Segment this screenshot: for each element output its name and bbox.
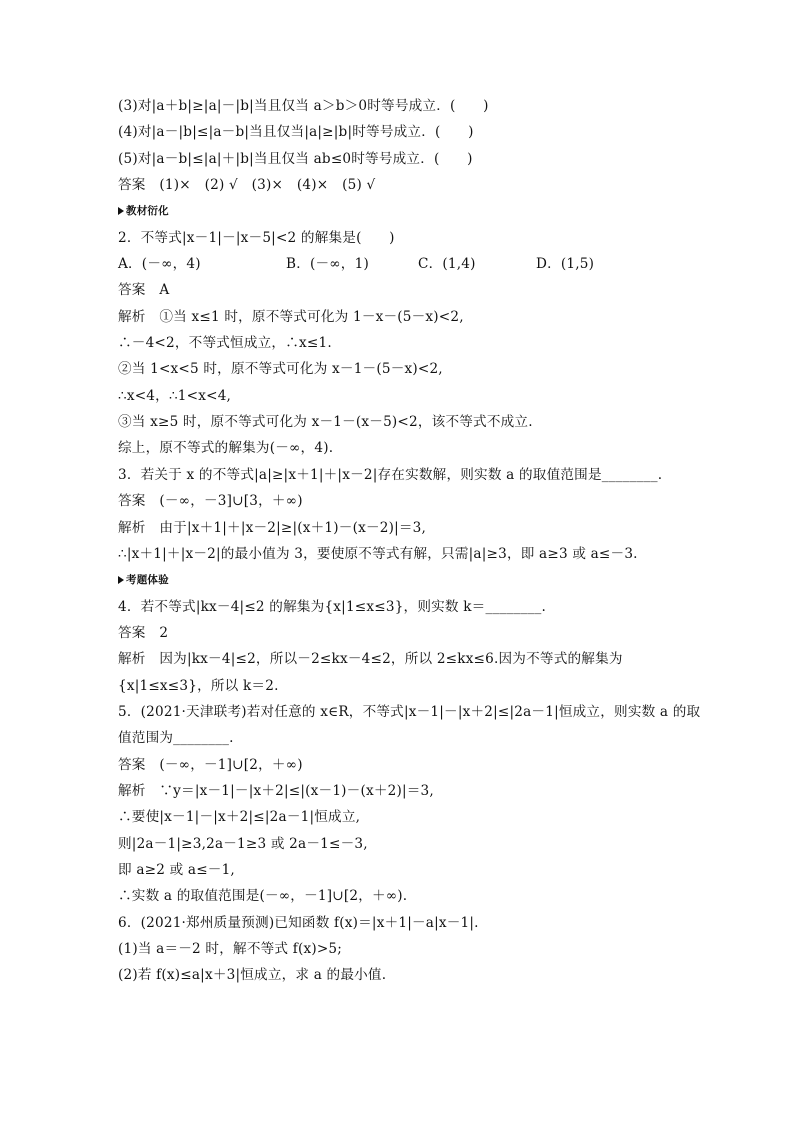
text-line: (1)当 a＝－2 时，解不等式 f(x)>5; — [118, 941, 343, 957]
text-line: 解析 因为|kx－4|≤2，所以－2≤kx－4≤2，所以 2≤kx≤6.因为不等式的解集为 — [118, 651, 623, 668]
section-heading-text: 教材衍化 — [126, 205, 169, 218]
answer-option: C．(1,4) — [418, 256, 476, 273]
answer-options — [118, 251, 678, 277]
text-line: {x|1≤x≤3}，所以 k＝2. — [118, 677, 279, 694]
answer-option: D．(1,5) — [536, 256, 595, 273]
text-line: 综上，原不等式的解集为(－∞，4). — [118, 440, 334, 457]
text-line: (2)若 f(x)≤a|x＋3|恒成立，求 a 的最小值. — [118, 967, 387, 984]
text-line: 答案 (－∞，－1]∪[2，＋∞) — [118, 756, 303, 773]
text-line: ∴要使|x－1|－|x＋2|≤|2a－1|恒成立, — [118, 809, 361, 826]
document-page — [118, 93, 701, 989]
text-line: 解析 由于|x＋1|＋|x－2|≥|(x＋1)－(x－2)|＝3, — [118, 519, 427, 536]
text-line: 答案 2 — [118, 624, 169, 641]
text-line: (5)对|a－b|≤|a|＋|b|当且仅当 ab≤0时等号成立．( ) — [118, 150, 473, 167]
text-line: 4．若不等式|kx－4|≤2 的解集为{x|1≤x≤3}，则实数 k＝________. — [118, 598, 546, 615]
text-line: 答案 (－∞，－3]∪[3，＋∞) — [118, 493, 303, 510]
text-line: ③当 x≥5 时，原不等式可化为 x－1－(x－5)<2，该不等式不成立. — [118, 414, 533, 431]
section-heading — [118, 567, 678, 593]
answer-option: B．(－∞，1) — [286, 256, 369, 273]
text-line: ∴x<4，∴1<x<4, — [118, 387, 232, 404]
answer-option: A．(－∞，4) — [118, 256, 201, 273]
text-line: ②当 1<x<5 时，原不等式可化为 x－1－(5－x)<2, — [118, 361, 443, 378]
text-line: 6．(2021·郑州质量预测)已知函数 f(x)＝|x＋1|－a|x－1|. — [118, 914, 479, 931]
text-line: 答案 (1)× (2) √ (3)× (4)× (5) √ — [118, 177, 376, 194]
text-line: 解析 ∵y＝|x－1|－|x＋2|≤|(x－1)－(x＋2)|＝3, — [118, 782, 434, 799]
text-line: (4)对|a－|b|≤|a－b|当且仅当|a|≥|b|时等号成立．( ) — [118, 124, 474, 141]
text-line: 5．(2021·天津联考)若对任意的 x∈R，不等式|x－1|－|x＋2|≤|2a－1|恒成立，则实数 a 的取 — [118, 703, 701, 720]
text-line: 2．不等式|x－1|－|x－5|<2 的解集是( ) — [118, 229, 395, 246]
text-line: 即 a≥2 或 a≤－1, — [118, 861, 235, 878]
section-heading — [118, 198, 678, 224]
text-line: ∴|x＋1|＋|x－2|的最小值为 3，要使原不等式有解，只需|a|≥3，即 a≥3 或 a≤－3. — [118, 545, 638, 562]
text-line: 答案 A — [118, 282, 170, 299]
text-line: ∴－4<2，不等式恒成立，∴x≤1. — [118, 335, 332, 352]
text-line: (3)对|a＋b|≥|a|－|b|当且仅当 a＞b＞0时等号成立．( ) — [118, 98, 489, 114]
text-line: 解析 ①当 x≤1 时，原不等式可化为 1－x－(5－x)<2, — [118, 308, 464, 325]
text-line: 3．若关于 x 的不等式|a|≥|x＋1|＋|x－2|存在实数解，则实数 a 的取值范围是________. — [118, 466, 663, 483]
text-line: 值范围为________. — [118, 730, 234, 747]
triangle-marker-icon — [118, 207, 124, 215]
triangle-marker-icon — [118, 576, 124, 584]
section-heading-text: 考题体验 — [126, 574, 169, 587]
text-line: ∴实数 a 的取值范围是(－∞，－1]∪[2，＋∞). — [118, 888, 408, 905]
text-line: 则|2a－1|≥3,2a－1≥3 或 2a－1≤－3, — [118, 835, 368, 852]
